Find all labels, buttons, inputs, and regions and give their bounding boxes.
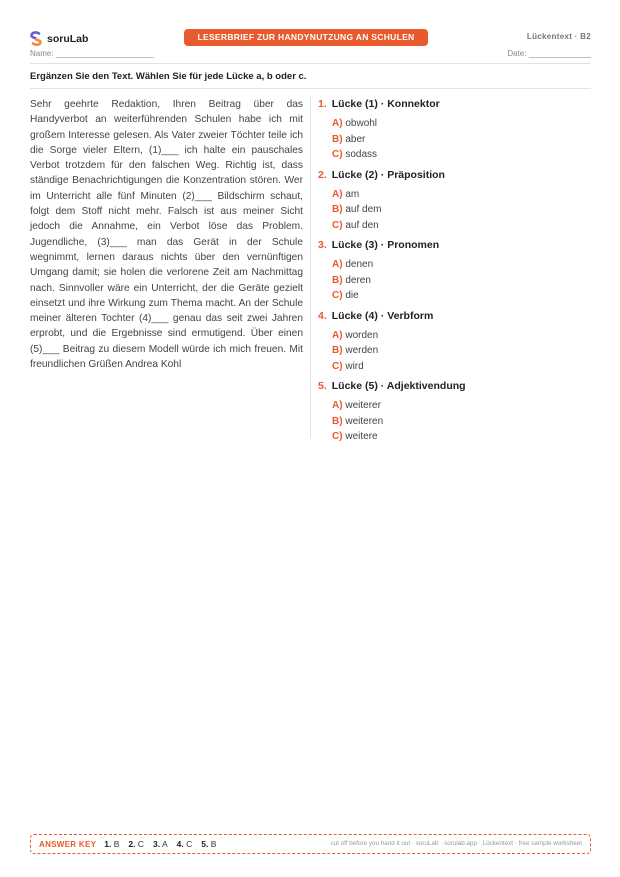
brand-name: soruLab — [47, 32, 89, 45]
question-number: 1. — [318, 98, 327, 110]
option-c: C) weitere — [332, 431, 378, 442]
answer-key-item: 2. C — [128, 839, 144, 849]
option-b: B) weiteren — [332, 415, 384, 427]
question-4 — [318, 309, 590, 375]
question-title: Lücke (1) · Konnektor — [331, 98, 440, 110]
option-b: B) auf dem — [332, 204, 382, 215]
option-b: B) werden — [332, 345, 379, 356]
question-number: 2. — [318, 168, 327, 181]
question-title: Lücke (3) · Pronomen — [331, 239, 440, 251]
answer-key-item: 5. B — [201, 839, 217, 849]
answer-key-item: 1. B — [104, 839, 120, 849]
brand — [30, 31, 88, 46]
worksheet-header — [30, 29, 591, 49]
option-c: C) die — [332, 290, 359, 301]
option-c: C) sodass — [332, 149, 378, 160]
answer-key — [30, 834, 591, 854]
question-title: Lücke (2) · Präposition — [331, 168, 445, 181]
option-a: A) worden — [332, 329, 379, 341]
divider-line — [30, 63, 591, 64]
question-number: 5. — [318, 380, 327, 392]
question-title: Lücke (4) · Verbform — [331, 309, 434, 322]
reading-passage: Sehr geehrte Redaktion, Ihren Beitrag über das Handyverbot an weiterführenden Schulen habe ich mit großem Interesse gelesen. Als Vater zweier Töchter teile ich die Sorge vieler Eltern, (1)___ ich halte ein pauschales Verbot trotzdem für den falschen Weg. Richtig ist, dass ständige Benachrichtigungen die Konzentration stören. Wer im Unterricht alle fünf Minuten (2)___ Bildschirm schaut, folgt dem Stoff nicht mehr. Falsch ist aus meiner Sicht jedoch die Annahme, ein Verbot löse das Problem. Jugendliche, (3)___ man das Gerät in der Schule wegnimmt, lernen daraus nichts über den vernünftigen Umgang damit; sie holen die verlorene Zeit am Nachmittag nach. Sinnvoller wäre ein Unterricht, der die Geräte gezielt einsetzt und ihre Wirkung zum Thema macht. An der Schule meiner älteren Tochter (4)___ genau das seit zwei Jahren erprobt, und die Ergebnisse sind ermutigend. Über einen (5)___ Beitrag zu diesem Modell würde ich mich freuen. Mit freundlichen Grüßen Andrea Kohl — [30, 99, 303, 371]
question-title: Lücke (5) · Adjektivendung — [331, 380, 466, 392]
question-list — [318, 97, 590, 450]
option-a: A) denen — [332, 259, 374, 270]
worksheet-level: Lückentext · B2 — [526, 32, 591, 41]
option-b: B) aber — [332, 133, 366, 145]
instruction: Ergänzen Sie den Text. Wählen Sie für jede Lücke a, b oder c. — [30, 71, 307, 82]
question-number: 4. — [318, 309, 327, 322]
option-b: B) deren — [332, 274, 371, 286]
answer-key-item: 4. C — [176, 839, 193, 849]
option-c: C) wird — [332, 360, 364, 372]
name-field: Name: ______________________ — [30, 49, 154, 58]
option-c: C) auf den — [332, 219, 379, 231]
question-3 — [318, 238, 590, 304]
column-divider — [310, 96, 311, 438]
divider-line — [30, 88, 591, 89]
question-2 — [318, 168, 590, 234]
option-a: A) weiterer — [332, 400, 381, 411]
option-a: A) obwohl — [332, 118, 378, 129]
date-field: Date: ______________ — [507, 49, 591, 58]
question-5 — [318, 379, 590, 445]
answer-key-footer: cut off before you hand it out · soruLab · sorulab.app · Lückentext · free sample worksheet — [330, 840, 582, 847]
answer-key-item: 3. A — [152, 839, 168, 849]
question-number: 3. — [318, 239, 327, 251]
answer-key-label: ANSWER KEY — [39, 839, 97, 849]
question-1 — [318, 97, 590, 163]
sorulab-logo-icon — [30, 31, 42, 46]
option-a: A) am — [332, 188, 360, 200]
worksheet-title: LESERBRIEF ZUR HANDYNUTZUNG AN SCHULEN — [184, 29, 428, 46]
